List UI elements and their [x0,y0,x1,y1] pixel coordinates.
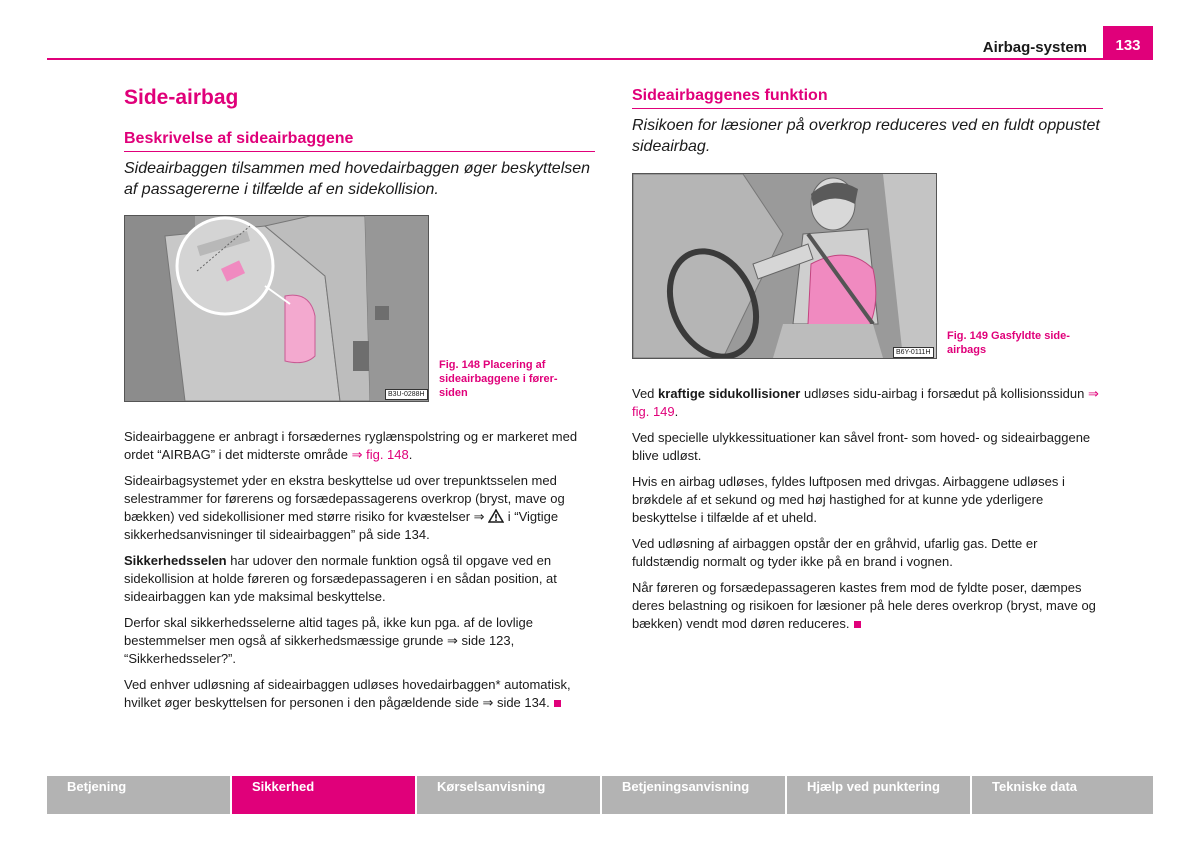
paragraph-text: Sideairbagsystemet yder en ekstra beskyttelse ud over trepunktsselen med selestrammer for førerens og forsædepassagerens overkrop (bryst, mave og bækken) ved sidekollisioner med større risiko for kvæstelser ⇒ [124,473,565,524]
driver-illustration [633,174,936,358]
footer-tab-sikkerhed[interactable]: Sikkerhed [232,776,415,814]
figure-148-link[interactable]: ⇒ fig. 148 [351,447,409,462]
paragraph [124,676,596,712]
paragraph-text: Når føreren og forsædepassageren kastes frem mod de fyldte poser, dæmpes deres belastning og risikoen for læsioner på hele deres overkrop (bryst, mave og bækken) vendt mod døren reduceres. [632,580,1096,631]
paragraph-text: udløses sidu-airbag i forsædut på kollisionssidun [800,386,1088,401]
section-heading-right: Sideairbaggenes funktion [632,87,828,104]
figure-149-caption-line: airbags [947,344,987,356]
paragraph [124,472,596,544]
bold-term: kraftige sidukollisioner [658,386,801,401]
footer-tab-hjaelp-ved-punktering[interactable]: Hjælp ved punktering [787,776,970,814]
intro-right: Risikoen for læsioner på overkrop reduceres ved en fuldt oppustet sideairbag. [632,117,1100,155]
paragraph-text: i “Vigtige sikkerhedsanvisninger til sideairbaggen” på side 134. [124,509,559,542]
warning-triangle-icon[interactable] [488,509,504,523]
figure-148-caption-line: Fig. 148 Placering af [439,359,546,371]
end-marker-icon [554,700,561,707]
paragraph: Derfor skal sikkerhedsselerne altid tages på, ikke kun pga. af de lovlige bestemmelser men også af sikkerhedsmæssige grunde ⇒ side 123, “Sikkerhedsseler?”. [124,615,533,666]
footer-tab-tekniske-data[interactable]: Tekniske data [972,776,1153,814]
body-right [632,385,1104,641]
footer-tab-betjening[interactable]: Betjening [47,776,230,814]
figure-code-149: B6Y-0111H [893,347,934,358]
page-title: Side-airbag [124,86,239,109]
figure-149-caption-line: Fig. 149 Gasfyldte side- [947,330,1070,342]
paragraph-text: . [674,404,679,419]
intro-left: Sideairbaggen tilsammen med hovedairbaggen øger beskyttelsen af passagererne i tilfælde af en sidekollision. [124,160,591,198]
figure-148-seat-airbag [124,215,429,402]
paragraph [124,552,596,606]
figure-149-caption [947,329,1087,357]
paragraph-text: Sideairbaggene er anbragt i forsædernes ryglænspolstring og er markeret med ordet “AIRBAG” i det midterste område [124,429,578,462]
figure-148-caption-line: sideairbaggene i fører- [439,373,558,385]
paragraph: Ved udløsning af airbaggen opstår der en gråhvid, ufarlig gas. Dette er fuldstændig normalt og tyder ikke på en brand i vognen. [632,536,1038,569]
paragraph [632,579,1104,633]
paragraph-text: har udover den normale funktion også til opgave ved en sidekollision at holde føreren og forsædepassageren i en sådan position, at sideairbaggen kan yde maksimal beskyttelse. [124,553,557,604]
paragraph [124,428,596,464]
header-rule [47,58,1153,60]
paragraph-text: . [408,447,413,462]
figure-149-link[interactable]: ⇒ fig. 149 [632,386,1099,419]
figure-148-caption [439,358,579,400]
seat-illustration [125,216,428,401]
header-title: Airbag-system [982,39,1087,56]
section-rule-left [124,151,595,152]
paragraph-text: Ved enhver udløsning af sideairbaggen udløses hovedairbaggen* automatisk, hvilket øger beskyttelsen for personen i den pågældende side ⇒ side 134. [124,677,571,710]
section-heading-left: Beskrivelse af sideairbaggene [124,130,354,147]
page-number: 133 [1103,26,1153,60]
section-rule-right [632,108,1103,109]
footer-tab-betjeningsanvisning[interactable]: Betjeningsanvisning [602,776,785,814]
paragraph [632,385,1104,421]
end-marker-icon [854,621,861,628]
figure-code-148: B3U-0288H [385,389,428,400]
figure-149-deployed-airbag [632,173,937,359]
paragraph: Hvis en airbag udløses, fyldes luftposen med drivgas. Airbaggene udløses i brøkdele af et sekund og med høj hastighed for at kunne yde yderligere beskyttelse i tilfælde af et uheld. [632,474,1065,525]
footer-tab-korselsanvisning[interactable]: Kørselsanvisning [417,776,600,814]
figure-148-caption-line: siden [439,387,468,399]
paragraph: Ved specielle ulykkessituationer kan såvel front- som hoved- og sideairbaggene blive udløst. [632,430,1091,463]
body-left [124,428,596,720]
paragraph-text: Ved [632,386,659,401]
bold-term: Sikkerhedsselen [124,553,227,568]
